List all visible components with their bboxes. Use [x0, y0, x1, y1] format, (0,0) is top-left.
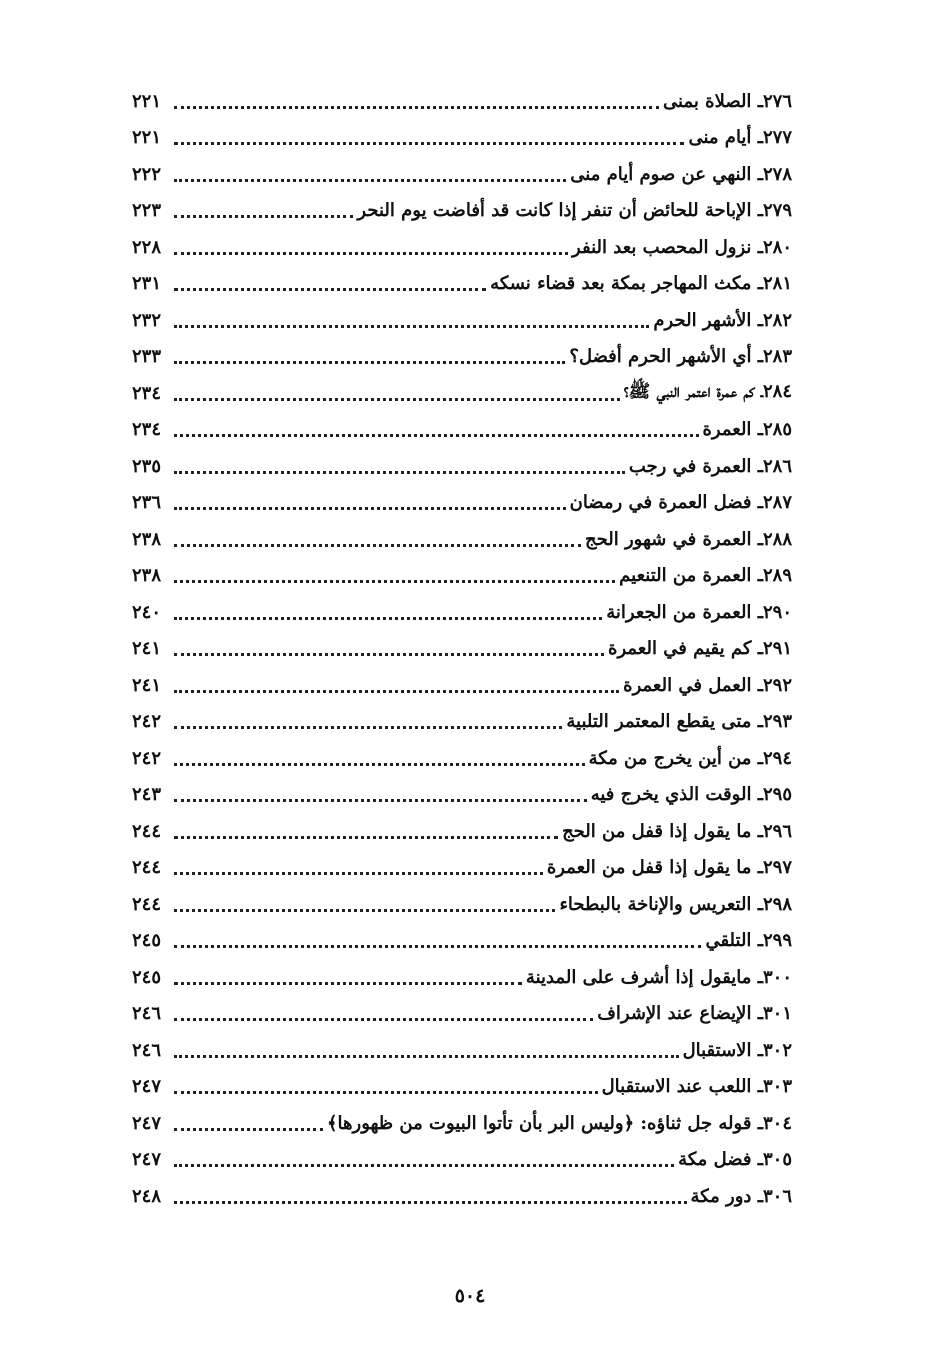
toc-entry-page: ٢٣١ [132, 273, 162, 295]
dot-leader [174, 818, 558, 839]
toc-entry [0, 850, 940, 887]
toc-entry-page: ٢٤١ [132, 638, 162, 660]
toc-entry-page: ٢٣٤ [132, 419, 162, 441]
dot-leader [174, 88, 659, 109]
toc-entry-page: ٢٤٥ [132, 930, 162, 952]
toc-entry-title: ٣٠٥ـ فضل مكة [678, 1149, 792, 1171]
dot-leader [174, 964, 522, 985]
dot-leader [174, 161, 566, 182]
toc-entry-page: ٢٤٧ [132, 1149, 162, 1171]
toc-entry-page: ٢٤١ [132, 674, 162, 696]
toc-entry [0, 1178, 940, 1215]
toc-entry [0, 120, 940, 157]
toc-entry [0, 594, 940, 631]
dot-leader [174, 526, 581, 547]
toc-entry [0, 667, 940, 704]
table-of-contents [0, 83, 940, 1215]
toc-entry-page: ٢٢٣ [132, 200, 162, 222]
toc-entry-title: ٢٩٠ـ العمرة من الجعرانة [606, 601, 792, 623]
toc-entry-title: ٢٨٢ـ الأشهر الحرم [653, 309, 792, 331]
toc-entry-page: ٢٤٧ [132, 1112, 162, 1134]
dot-leader [174, 270, 486, 291]
toc-entry [0, 1032, 940, 1069]
toc-entry [0, 558, 940, 595]
toc-entry-title: ٢٩١ـ كم يقيم في العمرة [608, 638, 792, 660]
toc-entry-page: ٢٤٣ [132, 784, 162, 806]
toc-entry-page: ٢٤٤ [132, 857, 162, 879]
dot-leader [174, 343, 565, 364]
dot-leader [174, 380, 620, 401]
toc-entry [0, 375, 940, 412]
toc-entry-title: ٢٧٦ـ الصلاة بمنى [663, 90, 792, 112]
toc-entry-page: ٢٤٠ [132, 601, 162, 623]
toc-entry [0, 631, 940, 668]
toc-entry-page: ٢٤٨ [132, 1185, 162, 1207]
toc-entry-page: ٢٤٢ [132, 747, 162, 769]
toc-entry [0, 959, 940, 996]
dot-leader [174, 745, 585, 766]
toc-entry [0, 1069, 940, 1106]
toc-entry-title: ٢٧٧ـ أيام منى [688, 127, 792, 149]
page-number-footer: ٥٠٤ [454, 1285, 486, 1307]
toc-entry [0, 886, 940, 923]
dot-leader [174, 489, 566, 510]
dot-leader [174, 635, 604, 656]
toc-entry-page: ٢٢٨ [132, 236, 162, 258]
toc-entry-page: ٢٤٧ [132, 1076, 162, 1098]
toc-entry-title: ٢٩٦ـ ما يقول إذا قفل من الحج [562, 820, 792, 842]
toc-entry-title: ٢٨٥ـ العمرة [702, 419, 792, 441]
toc-entry-title: ٣٠٠ـ مايقول إذا أشرف على المدينة [525, 966, 792, 988]
toc-entry-page: ٢٤٢ [132, 711, 162, 733]
dot-leader [174, 927, 701, 948]
dot-leader [174, 234, 568, 255]
dot-leader [174, 1037, 679, 1058]
toc-entry-title: ٢٧٩ـ الإباحة للحائض أن تنفر إذا كانت قد أفاضت يوم النحر [357, 200, 792, 222]
dot-leader [174, 1146, 674, 1167]
toc-entry [0, 1105, 940, 1142]
toc-entry-title: ٢٩٤ـ من أين يخرج من مكة [588, 747, 792, 769]
toc-entry-page: ٢٢١ [132, 90, 162, 112]
toc-entry-page: ٢٤٥ [132, 966, 162, 988]
dot-leader [174, 672, 619, 693]
toc-entry [0, 521, 940, 558]
dot-leader [174, 1073, 598, 1094]
toc-entry [0, 704, 940, 741]
dot-leader [174, 781, 587, 802]
dot-leader [174, 599, 602, 620]
toc-entry-title: ٣٠٤ـ قوله جل ثناؤه: ﴿وليس البر بأن تأتوا البيوت من ظهورها﴾ [327, 1112, 792, 1134]
toc-entry-page: ٢٣٦ [132, 492, 162, 514]
toc-entry [0, 156, 940, 193]
toc-entry-title: ٢٨٣ـ أي الأشهر الحرم أفضل؟ [569, 346, 792, 368]
toc-entry-title: ٢٨٦ـ العمرة في رجب [628, 455, 792, 477]
toc-entry-page: ٢٣٣ [132, 346, 162, 368]
toc-entry [0, 412, 940, 449]
toc-entry-title: ٢٨٩ـ العمرة من التنعيم [619, 565, 792, 587]
toc-entry-page: ٢٢٢ [132, 163, 162, 185]
toc-entry [0, 996, 940, 1033]
toc-entry [0, 923, 940, 960]
toc-entry-page: ٢٤٤ [132, 893, 162, 915]
toc-entry-page: ٢٢١ [132, 127, 162, 149]
toc-entry-title: ٢٨٧ـ فضل العمرة في رمضان [569, 492, 792, 514]
toc-entry [0, 485, 940, 522]
toc-entry-title: ٢٩٩ـ التلقي [705, 930, 792, 952]
toc-entry-page: ٢٣٥ [132, 455, 162, 477]
toc-entry-title: ٢٨٨ـ العمرة في شهور الحج [585, 528, 792, 550]
dot-leader [174, 307, 649, 328]
toc-entry-page: ٢٤٦ [132, 1039, 162, 1061]
toc-entry-title: ٢٧٨ـ النهي عن صوم أيام منى [570, 163, 792, 185]
dot-leader [174, 416, 699, 437]
toc-entry [0, 777, 940, 814]
toc-entry-title: ٢٩٢ـ العمل في العمرة [623, 674, 792, 696]
toc-entry [0, 266, 940, 303]
toc-entry-title: ٢٩٧ـ ما يقول إذا قفل من العمرة [546, 857, 792, 879]
toc-entry-page: ٢٣٨ [132, 528, 162, 550]
dot-leader [174, 1000, 593, 1021]
toc-entry [0, 339, 940, 376]
dot-leader [174, 854, 543, 875]
dot-leader [174, 708, 562, 729]
toc-entry [0, 740, 940, 777]
toc-entry-page: ٢٣٨ [132, 565, 162, 587]
toc-entry-title: ٣٠١ـ الإيضاع عند الإشراف [597, 1003, 792, 1025]
toc-entry-title: ٢٩٣ـ متى يقطع المعتمر التلبية [566, 711, 792, 733]
toc-entry-title: ٢٨٤ـ كم عمرة اعتمر النبي ﷺ؟ [623, 381, 792, 403]
dot-leader [174, 197, 353, 218]
dot-leader [174, 124, 684, 145]
toc-entry-page: ٢٣٢ [132, 309, 162, 331]
toc-entry-page: ٢٤٤ [132, 820, 162, 842]
dot-leader [174, 1110, 323, 1131]
toc-entry [0, 229, 940, 266]
toc-entry [0, 193, 940, 230]
toc-entry-title: ٢٩٥ـ الوقت الذي يخرج فيه [590, 784, 792, 806]
toc-entry [0, 448, 940, 485]
toc-entry [0, 83, 940, 120]
dot-leader [174, 562, 615, 583]
dot-leader [174, 891, 555, 912]
toc-entry [0, 813, 940, 850]
toc-entry [0, 302, 940, 339]
toc-entry-page: ٢٣٤ [132, 382, 162, 404]
toc-entry-title: ٢٨٠ـ نزول المحصب بعد النفر [572, 236, 792, 258]
toc-entry-title: ٣٠٣ـ اللعب عند الاستقبال [601, 1076, 792, 1098]
toc-entry-title: ٢٩٨ـ التعريس والإناخة بالبطحاء [559, 893, 792, 915]
toc-entry [0, 1142, 940, 1179]
dot-leader [174, 1183, 687, 1204]
toc-entry-page: ٢٤٦ [132, 1003, 162, 1025]
toc-entry-title: ٣٠٦ـ دور مكة [690, 1185, 792, 1207]
toc-entry-title: ٢٨١ـ مكث المهاجر بمكة بعد قضاء نسكه [490, 273, 792, 295]
toc-entry-title: ٣٠٢ـ الاستقبال [682, 1039, 792, 1061]
dot-leader [174, 453, 625, 474]
